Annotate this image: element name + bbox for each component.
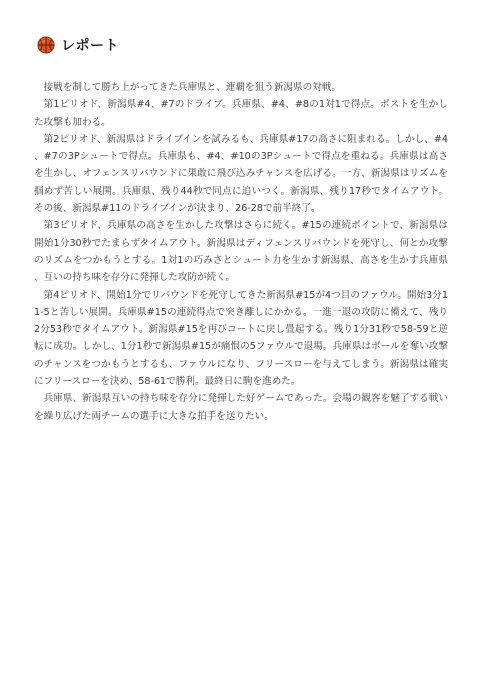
report-body <box>34 79 448 425</box>
paragraph-intro: 接戦を制して勝ち上がってきた兵庫県と、連覇を狙う新潟県の対戦。 <box>43 82 341 93</box>
basketball-icon <box>37 36 55 54</box>
paragraph-period-3: 第3ピリオド、兵庫県の高さを生かした攻撃はさらに続く。#15の連続ポイントで、新潟県は開始1分30秒でたまらずタイムアウト。新潟県はディフェンスリバウンドを死守し、何とか攻撃のリズムをつかもうとする。1対1の巧みさとシュート力を生かす新潟県、高さを生かす兵庫県、互いの持ち味を存分に発揮した攻防が続く。 <box>34 220 448 284</box>
paragraph-period-4: 第4ピリオド、開始1分でリバウンドを死守してきた新潟県#15が4つ目のファウル。開始3分11-5と苦しい展開。兵庫県#15の連続得点で突き離しにかかる。一進一退の攻防に備えて、残り2分53秒でタイムアウト。新潟県#15を再びコートに戻し畳起する。残り1分31秒で58-59と逆転に成功。しかし、1分1秒で新潟県#15が痛恨の5ファウルで退場。兵庫県はボールを奪い攻撃のチャンスをつかもうとするも、ファウルになり、フリースローを与えてしまう。新潟県は確実にフリースローを決め、58-61で勝利。最終日に駒を進めた。 <box>34 289 448 388</box>
paragraph-summary: 兵庫県、新潟県互いの持ち味を存分に発揮した好ゲームであった。会場の観客を魅了する戦いを繰り広げた両チームの選手に大きな拍手を送りたい。 <box>34 393 448 422</box>
report-header <box>37 34 119 56</box>
paragraph-period-1: 第1ピリオド、新潟県#4、#7のドライブ。兵庫県、#4、#8の1対1で得点。ポストを生かした攻撃も加わる。 <box>34 99 448 128</box>
paragraph-period-2: 第2ピリオド、新潟県はドライブインを試みるも、兵庫県#17の高さに阻まれる。しかし、#4、#7の3Pシュートで得点。兵庫県も、#4、#10の3Pシュートで得点を重ねる。兵庫県は高さを生かし、オフェンスリバウンドに果敢に飛び込みチャンスを広げる。一方、新潟県はリズムを掴めず苦しい展開。兵庫県、残り44秒で同点に追いつく。新潟県、残り17秒でタイムアウト。その後、新潟県#11のドライブインが決まり、26-28で前半終了。 <box>34 133 448 215</box>
page-title: レポート <box>61 38 119 54</box>
